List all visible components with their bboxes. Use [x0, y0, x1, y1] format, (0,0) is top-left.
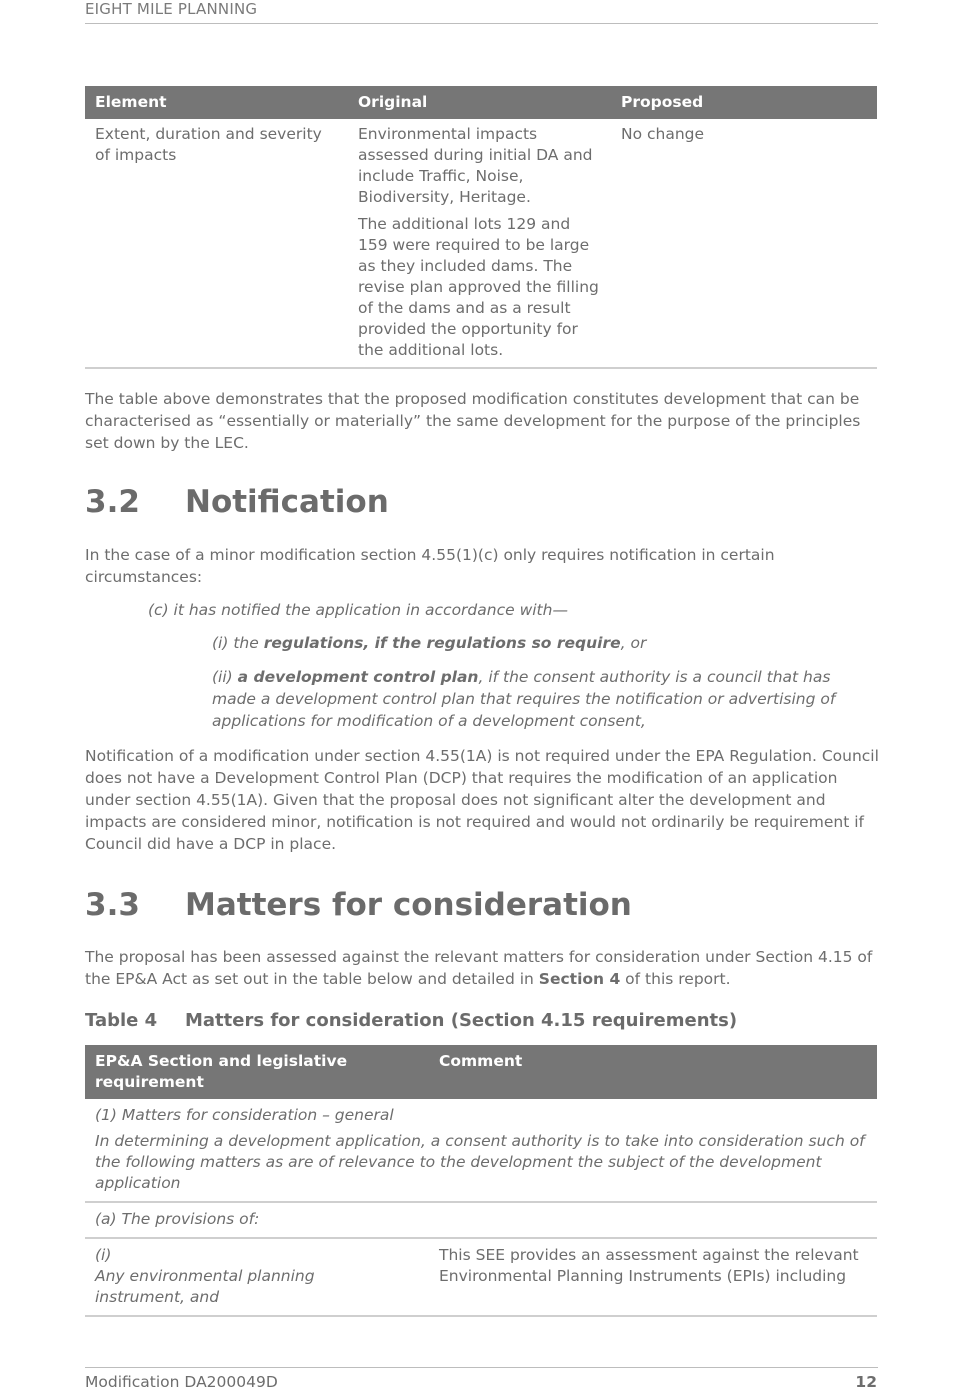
body-paragraph: The table above demonstrates that the proposed modification constitutes development that can be characterised as “essentially or materially” the same development for the purpose of the principles set down by the LEC. [85, 390, 861, 452]
footer-document-id: Modification DA200049D [85, 1373, 278, 1391]
column-header-element: Element [85, 86, 348, 119]
section-heading-3-2 [85, 482, 389, 522]
cell-original-paragraph: The additional lots 129 and 159 were required to be large as they included dams. The revise plan approved the filling of the dams and as a result provided the opportunity for the additional lots. [358, 215, 599, 359]
legislation-quote-ii [212, 666, 852, 732]
item-number: (i) [95, 1246, 112, 1264]
provisions-cell: (a) The provisions of: [85, 1202, 877, 1238]
section-reference: Section 4 [538, 970, 621, 988]
body-paragraph: In the case of a minor modification section 4.55(1)(c) only requires notification in certain circumstances: [85, 546, 775, 586]
body-paragraph [85, 946, 880, 990]
comment-cell: This SEE provides an assessment against the relevant Environmental Planning Instruments (EPIs) including [429, 1238, 877, 1316]
row-subheading: (1) Matters for consideration – general [95, 1106, 394, 1124]
column-header-proposed: Proposed [611, 86, 877, 119]
matters-for-consideration-table [85, 1045, 877, 1317]
table-row [85, 1099, 877, 1202]
table-row [85, 119, 877, 368]
legislation-quote-c: (c) it has notified the application in accordance with— [148, 601, 568, 619]
quote-text: (i) the [212, 634, 264, 652]
table-row [85, 1202, 877, 1238]
row-text: In determining a development application, a consent authority is to take into consideration such of the following matters as are of relevance to the development the subject of the development application [95, 1132, 865, 1192]
footer-divider [85, 1367, 878, 1368]
general-matters-cell [85, 1099, 877, 1202]
section-heading-3-3 [85, 885, 632, 925]
item-text: Any environmental planning instrument, and [95, 1267, 315, 1306]
table-header-row [85, 86, 877, 119]
quote-emphasis: a development control plan [237, 668, 479, 686]
column-header-comment: Comment [429, 1045, 877, 1099]
column-header-original: Original [348, 86, 611, 119]
modification-comparison-table [85, 86, 877, 369]
quote-emphasis: regulations, if the regulations so require [263, 634, 621, 652]
quote-text: , or [620, 634, 647, 652]
paragraph-text: of this report. [620, 970, 731, 988]
section-title: Notification [185, 484, 389, 520]
section-number: 3.3 [85, 887, 140, 923]
section-title: Matters for consideration [185, 887, 632, 923]
cell-original-paragraph: Environmental impacts assessed during initial DA and include Traffic, Noise, Biodiversity, Heritage. [358, 125, 593, 206]
table-number: Table 4 [85, 1010, 158, 1031]
legislation-quote-i [212, 632, 877, 654]
running-header: EIGHT MILE PLANNING [85, 0, 258, 18]
cell-element: Extent, duration and severity of impacts [85, 119, 348, 368]
body-paragraph: Notification of a modification under section 4.55(1A) is not required under the EPA Regulation. Council does not have a Development Control Plan (DCP) that requires the modification of an application under section 4.55(1A). Given that the proposal does not significant alter the development and impacts are considered minor, notification is not required and would not ordinarily be requirement if Council did have a DCP in place. [85, 747, 879, 853]
column-header-requirement: EP&A Section and legislative requirement [85, 1045, 429, 1099]
table-row [85, 1238, 877, 1316]
quote-text: (ii) [212, 668, 238, 686]
table-title: Matters for consideration (Section 4.15 requirements) [185, 1010, 738, 1031]
cell-original [348, 119, 611, 368]
header-divider [85, 23, 878, 24]
paragraph-text: The proposal has been assessed against the relevant matters for consideration under Section 4.15 of the EP&A Act as set out in the table below and detailed in [85, 948, 873, 988]
requirement-cell [85, 1238, 429, 1316]
page-number: 12 [855, 1373, 877, 1391]
table-caption [85, 1010, 737, 1032]
section-number: 3.2 [85, 484, 140, 520]
cell-proposed: No change [611, 119, 877, 368]
table-header-row [85, 1045, 877, 1099]
quote-text: , if the consent authority is a council that has made a development control plan that requires the notification or advertising of applications for modification of a development consent, [212, 668, 836, 730]
